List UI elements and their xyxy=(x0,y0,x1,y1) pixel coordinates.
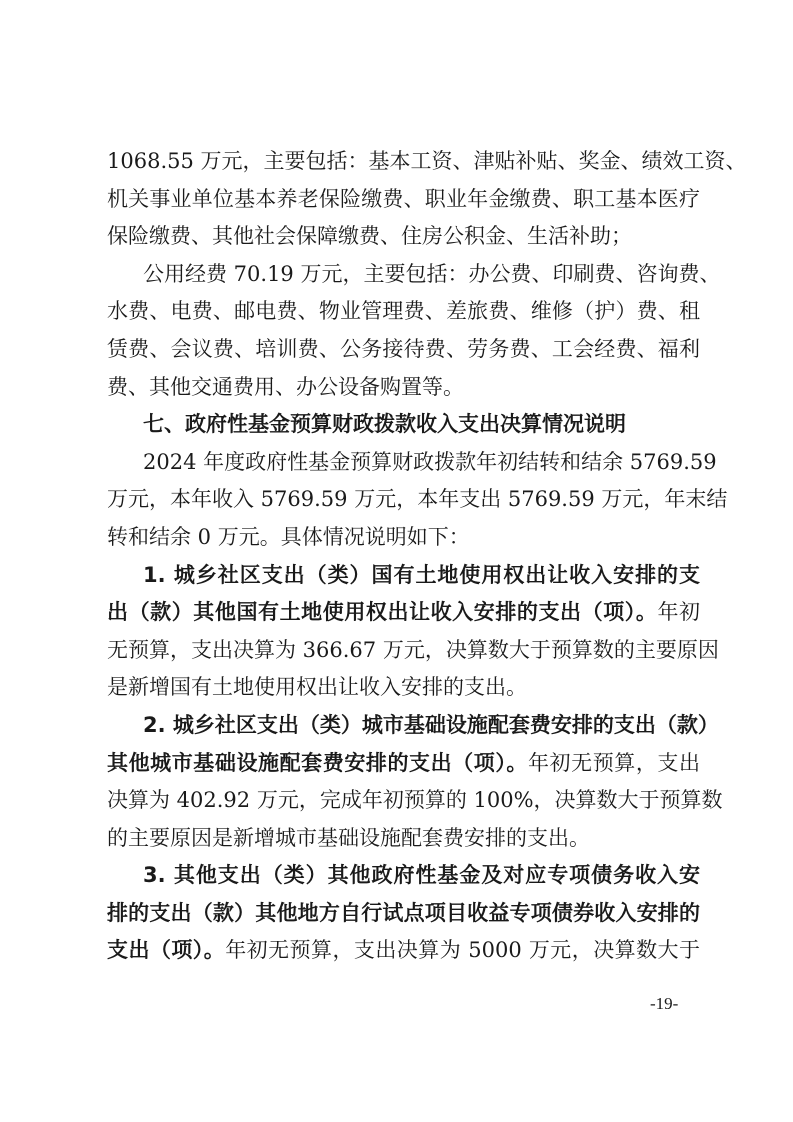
body-text: 2024 年度政府性基金预算财政拨款年初结转和结余 5769.59 xyxy=(143,449,717,474)
text-line xyxy=(107,669,700,707)
body-text: 的主要原因是新增城市基础设施配套费安排的支出。 xyxy=(107,825,590,850)
body-text: 水费、电费、邮电费、物业管理费、差旅费、维修（护）费、租 xyxy=(107,299,700,324)
bold-text: 出（款）其他国有土地使用权出让收入安排的支出（项）。 xyxy=(107,600,658,625)
body-text: 决算为 402.92 万元，完成年初预算的 100%，决算数大于预算数 xyxy=(107,788,723,813)
text-line xyxy=(107,632,719,670)
bold-text: 排的支出（款）其他地方自行试点项目收益专项债券收入安排的 xyxy=(107,900,700,925)
bold-text: 支出（项）。 xyxy=(107,938,226,963)
text-line xyxy=(107,481,728,519)
text-line xyxy=(107,256,721,294)
body-text: 年初 xyxy=(657,600,701,625)
text-line xyxy=(107,181,700,219)
body-text: 公用经费 70.19 万元，主要包括：办公费、印刷费、咨询费、 xyxy=(143,261,721,286)
page-number: -19- xyxy=(650,994,679,1013)
section-heading xyxy=(107,406,700,444)
body-text: 机关事业单位基本养老保险缴费、职业年金缴费、职工基本医疗 xyxy=(107,186,700,211)
body-text: 赁费、会议费、培训费、公务接待费、劳务费、工会经费、福利 xyxy=(107,336,700,361)
body-text: 年初无预算，支出决算为 5000 万元，决算数大于 xyxy=(225,938,700,963)
text-line xyxy=(107,594,700,632)
bold-text: 1. 城乡社区支出（类）国有土地使用权出让收入安排的支 xyxy=(143,562,700,587)
text-line xyxy=(107,444,717,482)
text-line xyxy=(107,369,700,407)
text-line xyxy=(107,707,719,745)
bold-text: 其他城市基础设施配套费安排的支出（项）。 xyxy=(107,750,528,775)
text-line xyxy=(107,745,700,783)
body-text: 保险缴费、其他社会保障缴费、住房公积金、生活补助； xyxy=(107,224,632,249)
text-line xyxy=(107,143,747,181)
text-line xyxy=(107,820,700,858)
bold-text: 2. 城乡社区支出（类）城市基础设施配套费安排的支出（款） xyxy=(143,712,719,737)
body-text: 年初无预算，支出 xyxy=(527,750,701,775)
text-line xyxy=(107,932,700,970)
body-text: 转和结余 0 万元。具体情况说明如下： xyxy=(107,524,470,549)
text-line xyxy=(107,293,700,331)
body-text: 无预算，支出决算为 366.67 万元，决算数大于预算数的主要原因 xyxy=(107,637,719,662)
body-text: 万元，本年收入 5769.59 万元，本年支出 5769.59 万元，年末结 xyxy=(107,487,728,512)
text-line xyxy=(107,331,700,369)
document-body xyxy=(107,143,747,970)
body-text: 1068.55 万元，主要包括：基本工资、津贴补贴、奖金、绩效工资、 xyxy=(107,149,747,173)
text-line xyxy=(107,218,700,256)
text-line xyxy=(107,519,700,557)
text-line xyxy=(107,557,700,595)
bold-text: 3. 其他支出（类）其他政府性基金及对应专项债务收入安 xyxy=(143,863,700,888)
body-text: 是新增国有土地使用权出让收入安排的支出。 xyxy=(107,675,527,700)
bold-text: 七、政府性基金预算财政拨款收入支出决算情况说明 xyxy=(143,412,626,437)
body-text: 费、其他交通费用、办公设备购置等。 xyxy=(107,374,464,399)
text-line xyxy=(107,857,700,895)
text-line xyxy=(107,895,700,933)
text-line xyxy=(107,782,723,820)
